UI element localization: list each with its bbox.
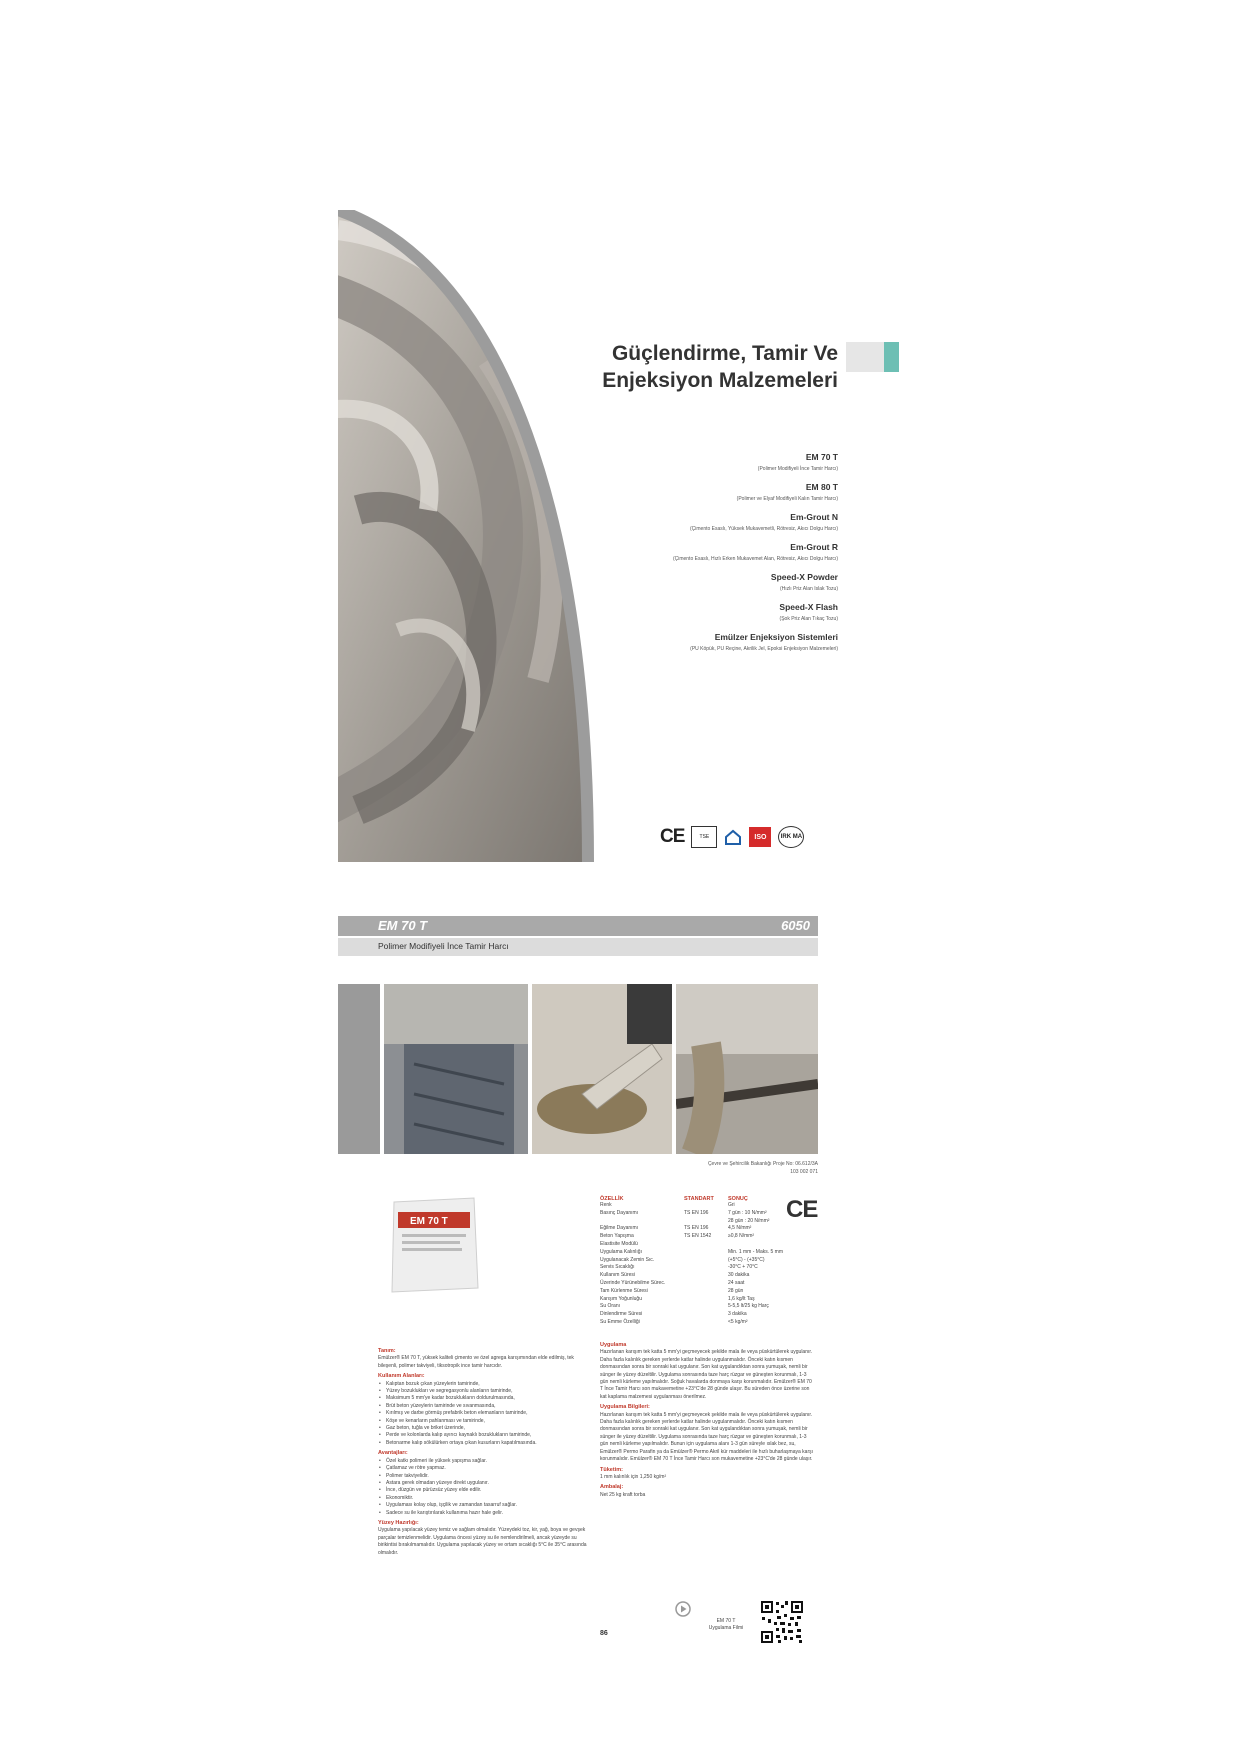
properties-cell: 24 saat — [728, 1279, 745, 1286]
properties-cell — [684, 1272, 728, 1280]
properties-cell — [684, 1257, 728, 1265]
section-text: Hazırlanan karışım tek katta 5 mm'yi geçmeyecek şekilde mala ile veya püskürtülerek uygulanır. Daha fazla kalınlık gereken yerlerde katlar halinde uygulanmalıdır. Önceki katın kısmen donmasından sonra bir sonraki kat uygulanır. Son kat uygulandıktan sonra yumuşak, nemli bir sünger ile yüzey düzeltilir. Uygulama sonrasında taze harç rüzgar ve güneşten korunmalı, 1-3 gün nemli kürleme yapılmalıdır. Soğuk havalarda donmaya karşı korunmalıdır. Emülzer® EM 70 T İnce Tamir Harcı son mukavemetine +23°C'de 28 günde ulaşır. Bu süreden önce üzerine son kat kaplama malzemesi uygulanması önerilmez. — [600, 1349, 813, 1400]
photo-trowel — [532, 984, 672, 1154]
application-photos — [338, 984, 818, 1154]
properties-cell: (+5°C) - (+35°C) — [728, 1256, 765, 1263]
qr-label-line1: EM 70 T — [716, 1618, 736, 1624]
product-code: 6050 — [781, 918, 810, 933]
list-item: • Betonarme kalıp sökülürken ortaya çıkan kusurların kapatılmasında. — [378, 1440, 593, 1447]
spacer — [600, 1499, 815, 1502]
list-item: • Ekonomiktir. — [378, 1495, 593, 1502]
properties-row — [600, 1210, 818, 1218]
product-item — [528, 480, 838, 504]
list-item: • Yüzey bozuklukları ve segregasyonlu alanların tamirinde, — [378, 1388, 593, 1395]
col-header: STANDART — [684, 1196, 714, 1202]
cover-page — [338, 210, 911, 862]
properties-cell: Servis Sıcaklığı — [600, 1264, 635, 1271]
properties-cell: Su Emme Özelliği — [600, 1318, 640, 1325]
certification-logos — [660, 825, 840, 849]
properties-cell: Karışım Yoğunluğu — [600, 1295, 642, 1302]
properties-row — [600, 1319, 818, 1327]
product-desc: (Polimer Modifiyeli İnce Tamir Harcı) — [757, 466, 838, 472]
properties-cell: Kullanım Süresi — [600, 1272, 636, 1279]
properties-row — [600, 1241, 818, 1249]
list-item: • Maksimum 5 mm'ye kadar bozuklukların doldurulmasında, — [378, 1395, 593, 1402]
properties-cell: 7 gün : 10 N/mm² — [728, 1209, 767, 1216]
spacer — [378, 1557, 593, 1560]
product-item — [528, 450, 838, 474]
product-item — [528, 630, 838, 654]
properties-cell: Renk — [600, 1202, 612, 1208]
properties-cell: 28 gün — [728, 1287, 744, 1294]
properties-cell: -30°C + 70°C — [728, 1264, 758, 1271]
properties-cell — [684, 1280, 728, 1288]
properties-cell — [728, 1241, 806, 1249]
list-item: • Brüt beton yüzeylerin tamirinde ve sıvanmasında, — [378, 1403, 593, 1410]
properties-row — [600, 1225, 818, 1233]
properties-cell: Dinlendirme Süresi — [600, 1311, 643, 1318]
irk-logo-icon: IRK MA — [778, 826, 804, 848]
list-item: • Astara gerek olmadan yüzeye direkt uygulanır. — [378, 1480, 593, 1487]
col-header: SONUÇ — [728, 1196, 748, 1202]
bag-label: EM 70 T — [410, 1216, 448, 1227]
product-item — [528, 570, 838, 594]
properties-row — [600, 1202, 818, 1210]
properties-row — [600, 1272, 818, 1280]
properties-cell: Elastisite Modülü — [600, 1240, 638, 1247]
properties-cell: Uygulanacak Zemin Sıc. — [600, 1256, 655, 1263]
properties-cell: <5 kg/m² — [728, 1318, 748, 1325]
product-item — [528, 540, 838, 564]
properties-cell: Beton Yapışma — [600, 1233, 634, 1240]
section-heading: Tüketim: — [600, 1466, 623, 1473]
properties-cell — [684, 1311, 728, 1319]
ce-mark-icon: CE — [660, 826, 685, 847]
product-bag-image — [388, 1194, 480, 1294]
properties-row — [600, 1288, 818, 1296]
properties-cell: 28 gün : 20 N/mm² — [728, 1217, 770, 1224]
house-logo-icon — [724, 828, 742, 846]
product-name: EM 70 T — [805, 452, 838, 462]
properties-cell: 3 dakika — [728, 1311, 747, 1318]
product-name: Emülzer Enjeksiyon Sistemleri — [714, 632, 838, 642]
left-text-column — [378, 1348, 593, 1560]
product-name: Em-Grout N — [790, 512, 838, 522]
properties-cell: Gri — [728, 1202, 735, 1208]
section-text: Net 25 kg kraft torba — [600, 1491, 646, 1498]
properties-cell: Üzerinde Yürünebilme Sürec. — [600, 1279, 666, 1286]
product-item — [528, 600, 838, 624]
video-logo-icon — [674, 1600, 692, 1618]
section-heading: Uygulama Bilgileri: — [600, 1404, 650, 1411]
list-item: • Perde ve kolonlarda kalıp ayırıcı kaynaklı bozuklukların tamirinde, — [378, 1432, 593, 1439]
section-heading: Tanım: — [378, 1348, 396, 1354]
section-text: Hazırlanan karışım tek katta 5 mm'yi geçmeyecek şekilde mala ile veya püskürtülerek uygulanır. Daha fazla kalınlık gereken yerlerde katlar halinde uygulanmalıdır. Önceki katın kısmen donmasından sonra bir sonraki kat uygulanır. Son kat uygulandıktan sonra yumuşak, nemli bir sünger ile yüzey düzeltilir. Uygulama sonrasında taze harç rüzgar ve güneşten korunmalı, 1-3 gün nemli kürleme yapılmalıdır. Bunun için uygulama alanı 1-3 gün süreyle ıslak bez, su, Emülzer® Permo Parafin ya da Emülzer® Permo Akril kür maddeleri ile hızlı buharlaşmaya karşı korunmalıdır. Emülzer® EM 70 T İnce Tamir Harcı son mukavemetine +23°C'de 28 günde ulaşır. — [600, 1411, 814, 1463]
col-header: ÖZELLİK — [600, 1196, 624, 1202]
product-subtitle: Polimer Modifiyeli İnce Tamir Harcı — [378, 941, 509, 951]
properties-cell — [600, 1218, 684, 1226]
list-item: • Sadece su ile karıştırılarak kullanıma hazır hale gelir. — [378, 1510, 593, 1517]
properties-cell — [684, 1288, 728, 1296]
properties-row — [600, 1311, 818, 1319]
qr-label-line2: Uygulama Filmi — [708, 1625, 744, 1631]
properties-cell — [684, 1241, 728, 1249]
product-desc: (Çimento Esaslı, Yüksek Mukavemetli, Rötresiz, Akıcı Dolgu Harcı) — [689, 526, 838, 532]
properties-row — [600, 1303, 818, 1311]
section-heading: Kullanım Alanları: — [378, 1373, 425, 1380]
properties-cell: TS EN 1542 — [684, 1233, 712, 1240]
properties-cell — [684, 1264, 728, 1272]
ce-mark-icon: CE — [786, 1196, 818, 1223]
properties-cell — [684, 1249, 728, 1257]
section-text: 1 mm kalınlık için 1,250 kg/m² — [600, 1473, 667, 1480]
section-tab-accent — [884, 342, 899, 372]
properties-row — [600, 1257, 818, 1265]
cover-title — [548, 340, 838, 394]
properties-cell: Basınç Dayanımı — [600, 1209, 639, 1216]
properties-cell: Eğilme Dayanımı — [600, 1225, 639, 1232]
properties-cell: Tam Kürlenme Süresi — [600, 1287, 648, 1294]
properties-cell: TS EN 196 — [684, 1225, 709, 1232]
test-note — [708, 1160, 818, 1176]
section-heading: Yüzey Hazırlığı: — [378, 1519, 419, 1526]
product-title: EM 70 T — [378, 918, 428, 933]
section-heading: Ambalaj: — [600, 1484, 624, 1491]
properties-row — [600, 1233, 818, 1241]
product-desc: (Çimento Esaslı, Hızlı Erken Mukavemet Alan, Rötresiz, Akıcı Dolgu Harcı) — [672, 556, 838, 562]
product-item — [528, 510, 838, 534]
list-item: • Özel katkı polimeri ile yüksek yapışma sağlar. — [378, 1458, 593, 1465]
properties-cell: Uygulama Kalınlığı — [600, 1248, 642, 1255]
properties-row — [600, 1264, 818, 1272]
product-name: Speed-X Flash — [779, 602, 838, 612]
photo-rebar — [676, 984, 818, 1154]
properties-cell: TS EN 196 — [684, 1209, 709, 1216]
test-note-line2: 103 002 071 — [790, 1169, 818, 1175]
product-sheet-page — [338, 916, 818, 1636]
section-text: Emülzer® EM 70 T, yüksek kaliteli çimento ve özel agrega karışımından elde edilmiş, tek bileşenli, polimer takviyeli, tiksotropik ince tamir harcıdır. — [378, 1355, 574, 1369]
properties-row — [600, 1280, 818, 1288]
test-note-line1: Çevre ve Şehircilik Bakanlığı Proje No: 06.612/3A — [707, 1161, 818, 1167]
iso-logo-icon: ISO — [749, 827, 771, 847]
page-number: 86 — [600, 1630, 608, 1637]
properties-cell: Su Oranı — [600, 1303, 621, 1310]
photo-wall — [384, 984, 528, 1154]
product-desc: (PU Köpük, PU Reçine, Akrilik Jel, Epoksi Enjeksiyon Malzemeleri) — [690, 646, 838, 652]
properties-body — [600, 1202, 818, 1327]
properties-cell: 5-5,5 lt/25 kg Harç — [728, 1303, 769, 1310]
photo-side-bar — [338, 984, 380, 1154]
cover-title-line1: Güçlendirme, Tamir Ve — [611, 342, 838, 365]
properties-cell — [684, 1296, 728, 1304]
properties-row — [600, 1218, 818, 1226]
product-desc: (Şok Priz Alan Tıkaç Tozu) — [779, 616, 838, 622]
qr-label — [698, 1618, 754, 1632]
tse-logo-icon: TSE — [691, 826, 717, 848]
section-tab — [846, 342, 884, 372]
properties-cell: 1,6 kg/lt Taş — [728, 1295, 755, 1302]
right-text-column — [600, 1342, 815, 1502]
list-item: • İnce, düzgün ve pürüzsüz yüzey elde edilir. — [378, 1487, 593, 1494]
properties-cell — [684, 1218, 728, 1226]
list-item: • Çatlamaz ve rötre yapmaz. — [378, 1465, 593, 1472]
properties-cell — [684, 1202, 728, 1210]
product-list — [528, 450, 838, 660]
product-desc: (Polimer ve Elyaf Modifiyeli Kalın Tamir Harcı) — [736, 496, 838, 502]
list-item: • Polimer takviyelidir. — [378, 1473, 593, 1480]
cover-title-line2: Enjeksiyon Malzemeleri — [602, 369, 838, 392]
section-heading: Avantajları: — [378, 1450, 408, 1457]
properties-cell: Min. 1 mm - Maks. 5 mm — [728, 1248, 784, 1255]
properties-cell: ≥0,8 N/mm² — [728, 1233, 755, 1240]
product-name: Speed-X Powder — [770, 572, 838, 582]
properties-row — [600, 1249, 818, 1257]
section-heading: Uygulama — [600, 1342, 627, 1348]
list-item: • Kalıptan bozuk çıkan yüzeylerin tamirinde, — [378, 1381, 593, 1388]
list-item: • Kırılmış ve darbe görmüş prefabrik beton elemanların tamirinde, — [378, 1410, 593, 1417]
properties-row — [600, 1296, 818, 1304]
list-item: • Köşe ve kenarların pahlanması ve tamirinde, — [378, 1418, 593, 1425]
properties-cell — [684, 1319, 728, 1327]
product-name: EM 80 T — [805, 482, 838, 492]
properties-table — [600, 1196, 818, 1327]
properties-cell: 4,5 N/mm² — [728, 1225, 752, 1232]
list-item: • Gaz beton, tuğla ve briket üzerinde, — [378, 1425, 593, 1432]
properties-cell — [684, 1303, 728, 1311]
properties-cell: 30 dakika — [728, 1272, 750, 1279]
product-name: Em-Grout R — [790, 542, 838, 552]
product-desc: (Hızlı Priz Alan Islak Tozu) — [780, 586, 838, 592]
section-text: Uygulama yapılacak yüzey temiz ve sağlam olmalıdır. Yüzeydeki toz, kir, yağ, boya ve gevşek parçalar temizlenmelidir. Uygulama öncesi yüzey su ile nemlendirilmeli, ancak yüzeyde su birikintisi bırakılmamalıdır. Uygulama yapılacak yüzey ve ortam sıcaklığı 5°C ile 35°C arasında olmalıdır. — [378, 1527, 587, 1556]
qr-code-icon[interactable] — [760, 1600, 804, 1644]
list-item: • Uygulaması kolay olup, işçilik ve zamandan tasarruf sağlar. — [378, 1502, 593, 1509]
